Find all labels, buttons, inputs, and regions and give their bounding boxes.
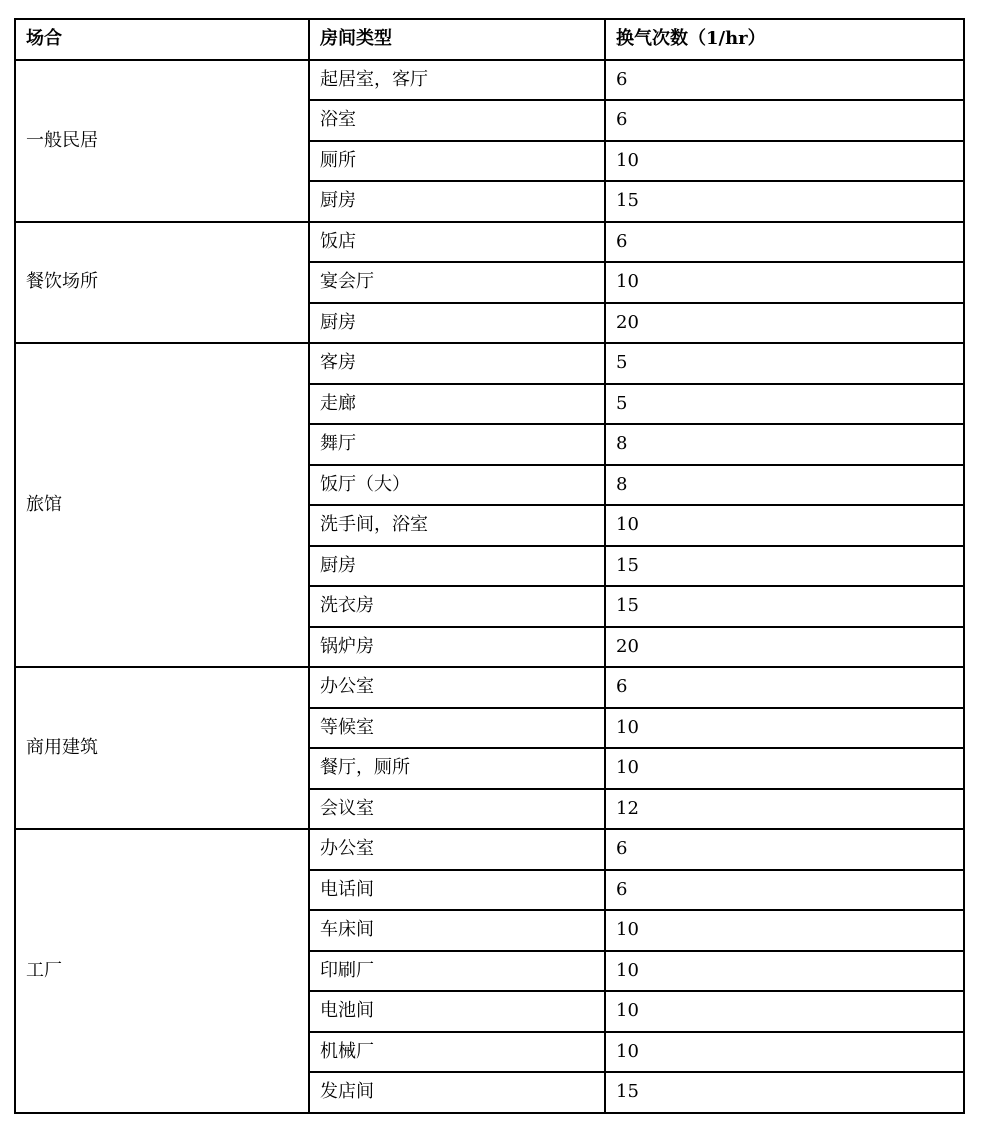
room-type-cell: 客房: [309, 343, 605, 384]
occasion-cell: 商用建筑: [15, 667, 309, 829]
room-type-cell: 舞厅: [309, 424, 605, 465]
ach-value-cell: 10: [605, 708, 964, 749]
table-row: [15, 60, 964, 101]
ach-value-cell: 10: [605, 505, 964, 546]
table-row: [15, 222, 964, 263]
room-type-cell: 浴室: [309, 100, 605, 141]
room-type-cell: 厨房: [309, 546, 605, 587]
ach-value-cell: 20: [605, 303, 964, 344]
occasion-cell: 餐饮场所: [15, 222, 309, 344]
ach-value-cell: 5: [605, 343, 964, 384]
room-type-cell: 宴会厅: [309, 262, 605, 303]
ach-value-cell: 6: [605, 829, 964, 870]
ach-value-cell: 6: [605, 870, 964, 911]
room-type-cell: 洗衣房: [309, 586, 605, 627]
room-type-cell: 办公室: [309, 667, 605, 708]
ach-value-cell: 10: [605, 141, 964, 182]
room-type-cell: 洗手间，浴室: [309, 505, 605, 546]
ach-value-cell: 10: [605, 910, 964, 951]
table-row: [15, 667, 964, 708]
ach-value-cell: 10: [605, 1032, 964, 1073]
ach-value-cell: 6: [605, 222, 964, 263]
room-type-cell: 饭厅（大）: [309, 465, 605, 506]
ach-value-cell: 15: [605, 586, 964, 627]
table-body: [15, 60, 964, 1113]
room-type-cell: 车床间: [309, 910, 605, 951]
header-room-type: 房间类型: [309, 19, 605, 60]
room-type-cell: 锅炉房: [309, 627, 605, 668]
occasion-cell: 旅馆: [15, 343, 309, 667]
ach-value-cell: 8: [605, 465, 964, 506]
table-header-row: [15, 19, 964, 60]
room-type-cell: 电池间: [309, 991, 605, 1032]
room-type-cell: 印刷厂: [309, 951, 605, 992]
ach-value-cell: 6: [605, 60, 964, 101]
room-type-cell: 餐厅，厕所: [309, 748, 605, 789]
table-row: [15, 829, 964, 870]
room-type-cell: 走廊: [309, 384, 605, 425]
ach-value-cell: 20: [605, 627, 964, 668]
room-type-cell: 饭店: [309, 222, 605, 263]
room-type-cell: 起居室，客厅: [309, 60, 605, 101]
ach-value-cell: 15: [605, 546, 964, 587]
ach-value-cell: 10: [605, 951, 964, 992]
header-row: [15, 19, 964, 60]
occasion-cell: 一般民居: [15, 60, 309, 222]
room-type-cell: 厕所: [309, 141, 605, 182]
table-row: [15, 343, 964, 384]
ach-value-cell: 5: [605, 384, 964, 425]
occasion-cell: 工厂: [15, 829, 309, 1113]
room-type-cell: 电话间: [309, 870, 605, 911]
ach-value-cell: 12: [605, 789, 964, 830]
header-occasion: 场合: [15, 19, 309, 60]
ventilation-rate-table: [14, 18, 965, 1114]
ach-value-cell: 15: [605, 181, 964, 222]
room-type-cell: 厨房: [309, 303, 605, 344]
room-type-cell: 机械厂: [309, 1032, 605, 1073]
ach-value-cell: 8: [605, 424, 964, 465]
ach-value-cell: 15: [605, 1072, 964, 1113]
room-type-cell: 等候室: [309, 708, 605, 749]
ach-value-cell: 6: [605, 667, 964, 708]
room-type-cell: 会议室: [309, 789, 605, 830]
ach-value-cell: 10: [605, 262, 964, 303]
ach-value-cell: 6: [605, 100, 964, 141]
room-type-cell: 发店间: [309, 1072, 605, 1113]
header-air-changes: 换气次数（1/hr）: [605, 19, 964, 60]
ach-value-cell: 10: [605, 748, 964, 789]
room-type-cell: 办公室: [309, 829, 605, 870]
room-type-cell: 厨房: [309, 181, 605, 222]
ach-value-cell: 10: [605, 991, 964, 1032]
